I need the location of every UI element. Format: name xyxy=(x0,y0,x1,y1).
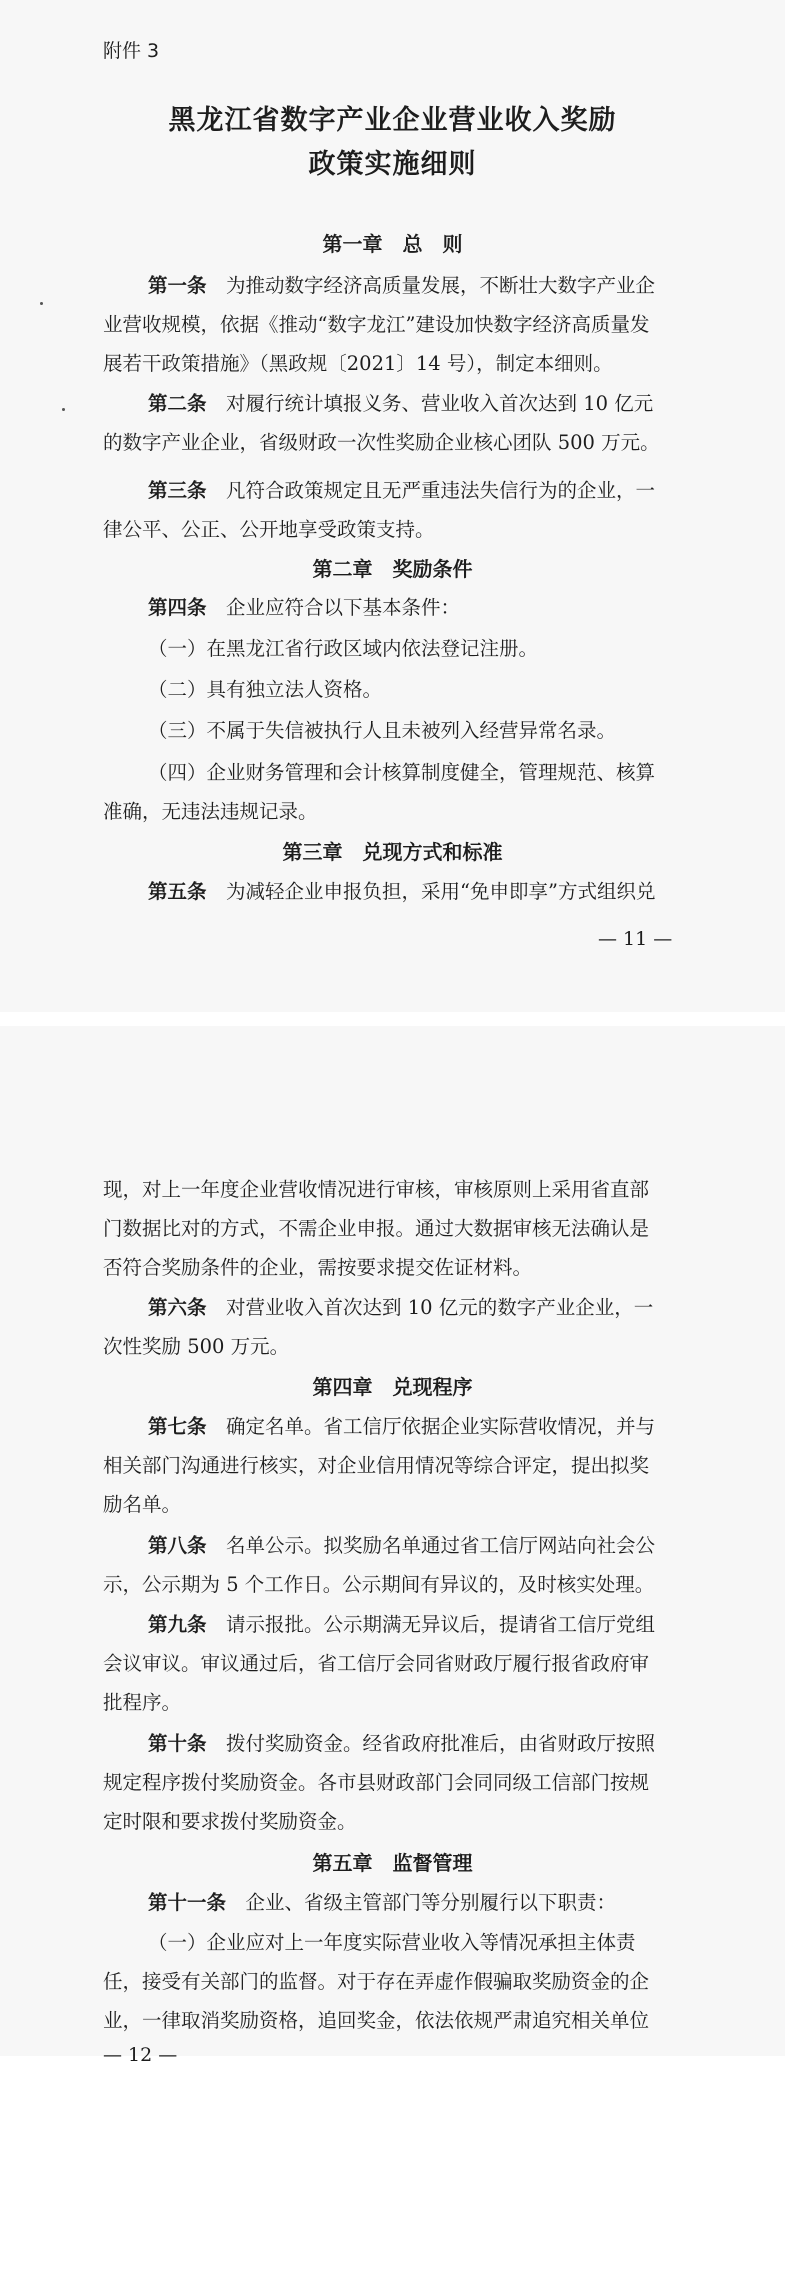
article-1-label: 第一条 xyxy=(148,274,207,297)
article-5-label: 第五条 xyxy=(148,880,207,903)
article-7-line-3: 励名单。 xyxy=(103,1493,182,1516)
article-9-line-2: 会议审议。审议通过后，省工信厅会同省财政厅履行报省政府审 xyxy=(103,1652,650,1675)
article-8-label: 第八条 xyxy=(148,1534,207,1557)
duty-1-line-3: 业，一律取消奖励资格，追回奖金，依法依规严肃追究相关单位 xyxy=(103,2009,650,2032)
article-8-line-1: 第八条 名单公示。拟奖励名单通过省工信厅网站向社会公 xyxy=(148,1534,656,1557)
page-number: — 12 — xyxy=(103,2044,178,2066)
chapter-3-heading: 第三章 兑现方式和标准 xyxy=(282,840,503,864)
article-4-line-1: 第四条 企业应符合以下基本条件： xyxy=(148,596,461,619)
article-9-line-3: 批程序。 xyxy=(103,1691,182,1714)
article-6-label: 第六条 xyxy=(148,1296,207,1319)
article-2-line-2: 的数字产业企业，省级财政一次性奖励企业核心团队 500 万元。 xyxy=(103,431,660,454)
scan-speck xyxy=(40,302,43,305)
article-8-line-2: 示，公示期为 5 个工作日。公示期间有异议的，及时核实处理。 xyxy=(103,1573,655,1596)
condition-1: （一）在黑龙江省行政区域内依法登记注册。 xyxy=(148,637,539,660)
article-7-line-1: 第七条 确定名单。省工信厅依据企业实际营收情况，并与 xyxy=(148,1415,656,1438)
article-6-line-1: 第六条 对营业收入首次达到 10 亿元的数字产业企业，一 xyxy=(148,1296,654,1319)
article-9-line-1: 第九条 请示报批。公示期满无异议后，提请省工信厅党组 xyxy=(148,1613,656,1636)
article-10-line-1: 第十条 拨付奖励资金。经省政府批准后，由省财政厅按照 xyxy=(148,1732,656,1755)
article-2-label: 第二条 xyxy=(148,392,207,415)
article-1-line-1: 第一条 为推动数字经济高质量发展，不断壮大数字产业企 xyxy=(148,274,656,297)
article-7-line-2: 相关部门沟通进行核实，对企业信用情况等综合评定，提出拟奖 xyxy=(103,1454,650,1477)
article-3-line-1: 第三条 凡符合政策规定且无严重违法失信行为的企业，一 xyxy=(148,479,656,502)
chapter-2-heading: 第二章 奖励条件 xyxy=(312,557,473,581)
article-3-line-2: 律公平、公正、公开地享受政策支持。 xyxy=(103,518,435,541)
article-10-line-2: 规定程序拨付奖励资金。各市县财政部门会同同级工信部门按规 xyxy=(103,1771,650,1794)
condition-2: （二）具有独立法人资格。 xyxy=(148,678,383,701)
page-number: — 11 — xyxy=(598,928,673,950)
page-gap xyxy=(0,1012,785,1026)
chapter-5-heading: 第五章 监督管理 xyxy=(312,1851,473,1875)
document-page-2 xyxy=(0,1026,785,2066)
article-11-line-1: 第十一条 企业、省级主管部门等分别履行以下职责： xyxy=(148,1891,617,1914)
continuation-line-2: 门数据比对的方式，不需企业申报。通过大数据审核无法确认是 xyxy=(103,1217,650,1240)
duty-1-line-1: （一）企业应对上一年度实际营业收入等情况承担主体责 xyxy=(148,1931,636,1954)
article-6-line-2: 次性奖励 500 万元。 xyxy=(103,1335,290,1358)
condition-4-line-2: 准确，无违法违规记录。 xyxy=(103,800,318,823)
article-7-label: 第七条 xyxy=(148,1415,207,1438)
condition-4-line-1: （四）企业财务管理和会计核算制度健全，管理规范、核算 xyxy=(148,761,656,784)
scan-speck xyxy=(62,408,65,411)
chapter-4-heading: 第四章 兑现程序 xyxy=(312,1375,473,1399)
article-1-line-2: 业营收规模，依据《推动“数字龙江”建设加快数字经济高质量发 xyxy=(103,313,650,336)
condition-3: （三）不属于失信被执行人且未被列入经营异常名录。 xyxy=(148,719,617,742)
article-1-line-3: 展若干政策措施》（黑政规〔2021〕14 号），制定本细则。 xyxy=(103,352,613,375)
duty-1-line-2: 任，接受有关部门的监督。对于存在弄虚作假骗取奖励资金的企 xyxy=(103,1970,650,1993)
continuation-line-1: 现，对上一年度企业营收情况进行审核，审核原则上采用省直部 xyxy=(103,1178,650,1201)
document-title-line-2: 政策实施细则 xyxy=(308,149,477,180)
article-10-line-3: 定时限和要求拨付奖励资金。 xyxy=(103,1810,357,1833)
continuation-line-3: 否符合奖励条件的企业，需按要求提交佐证材料。 xyxy=(103,1256,533,1279)
document-page-1 xyxy=(0,0,785,1012)
article-3-label: 第三条 xyxy=(148,479,207,502)
document-title-line-1: 黑龙江省数字产业企业营业收入奖励 xyxy=(168,105,617,136)
article-5-line-1: 第五条 为减轻企业申报负担，采用“免申即享”方式组织兑 xyxy=(148,880,656,903)
article-10-label: 第十条 xyxy=(148,1732,207,1755)
chapter-1-heading: 第一章 总 则 xyxy=(322,232,463,256)
article-2-line-1: 第二条 对履行统计填报义务、营业收入首次达到 10 亿元 xyxy=(148,392,654,415)
article-4-label: 第四条 xyxy=(148,596,207,619)
article-9-label: 第九条 xyxy=(148,1613,207,1636)
attachment-label: 附件 3 xyxy=(103,40,160,62)
article-11-label: 第十一条 xyxy=(148,1891,227,1914)
